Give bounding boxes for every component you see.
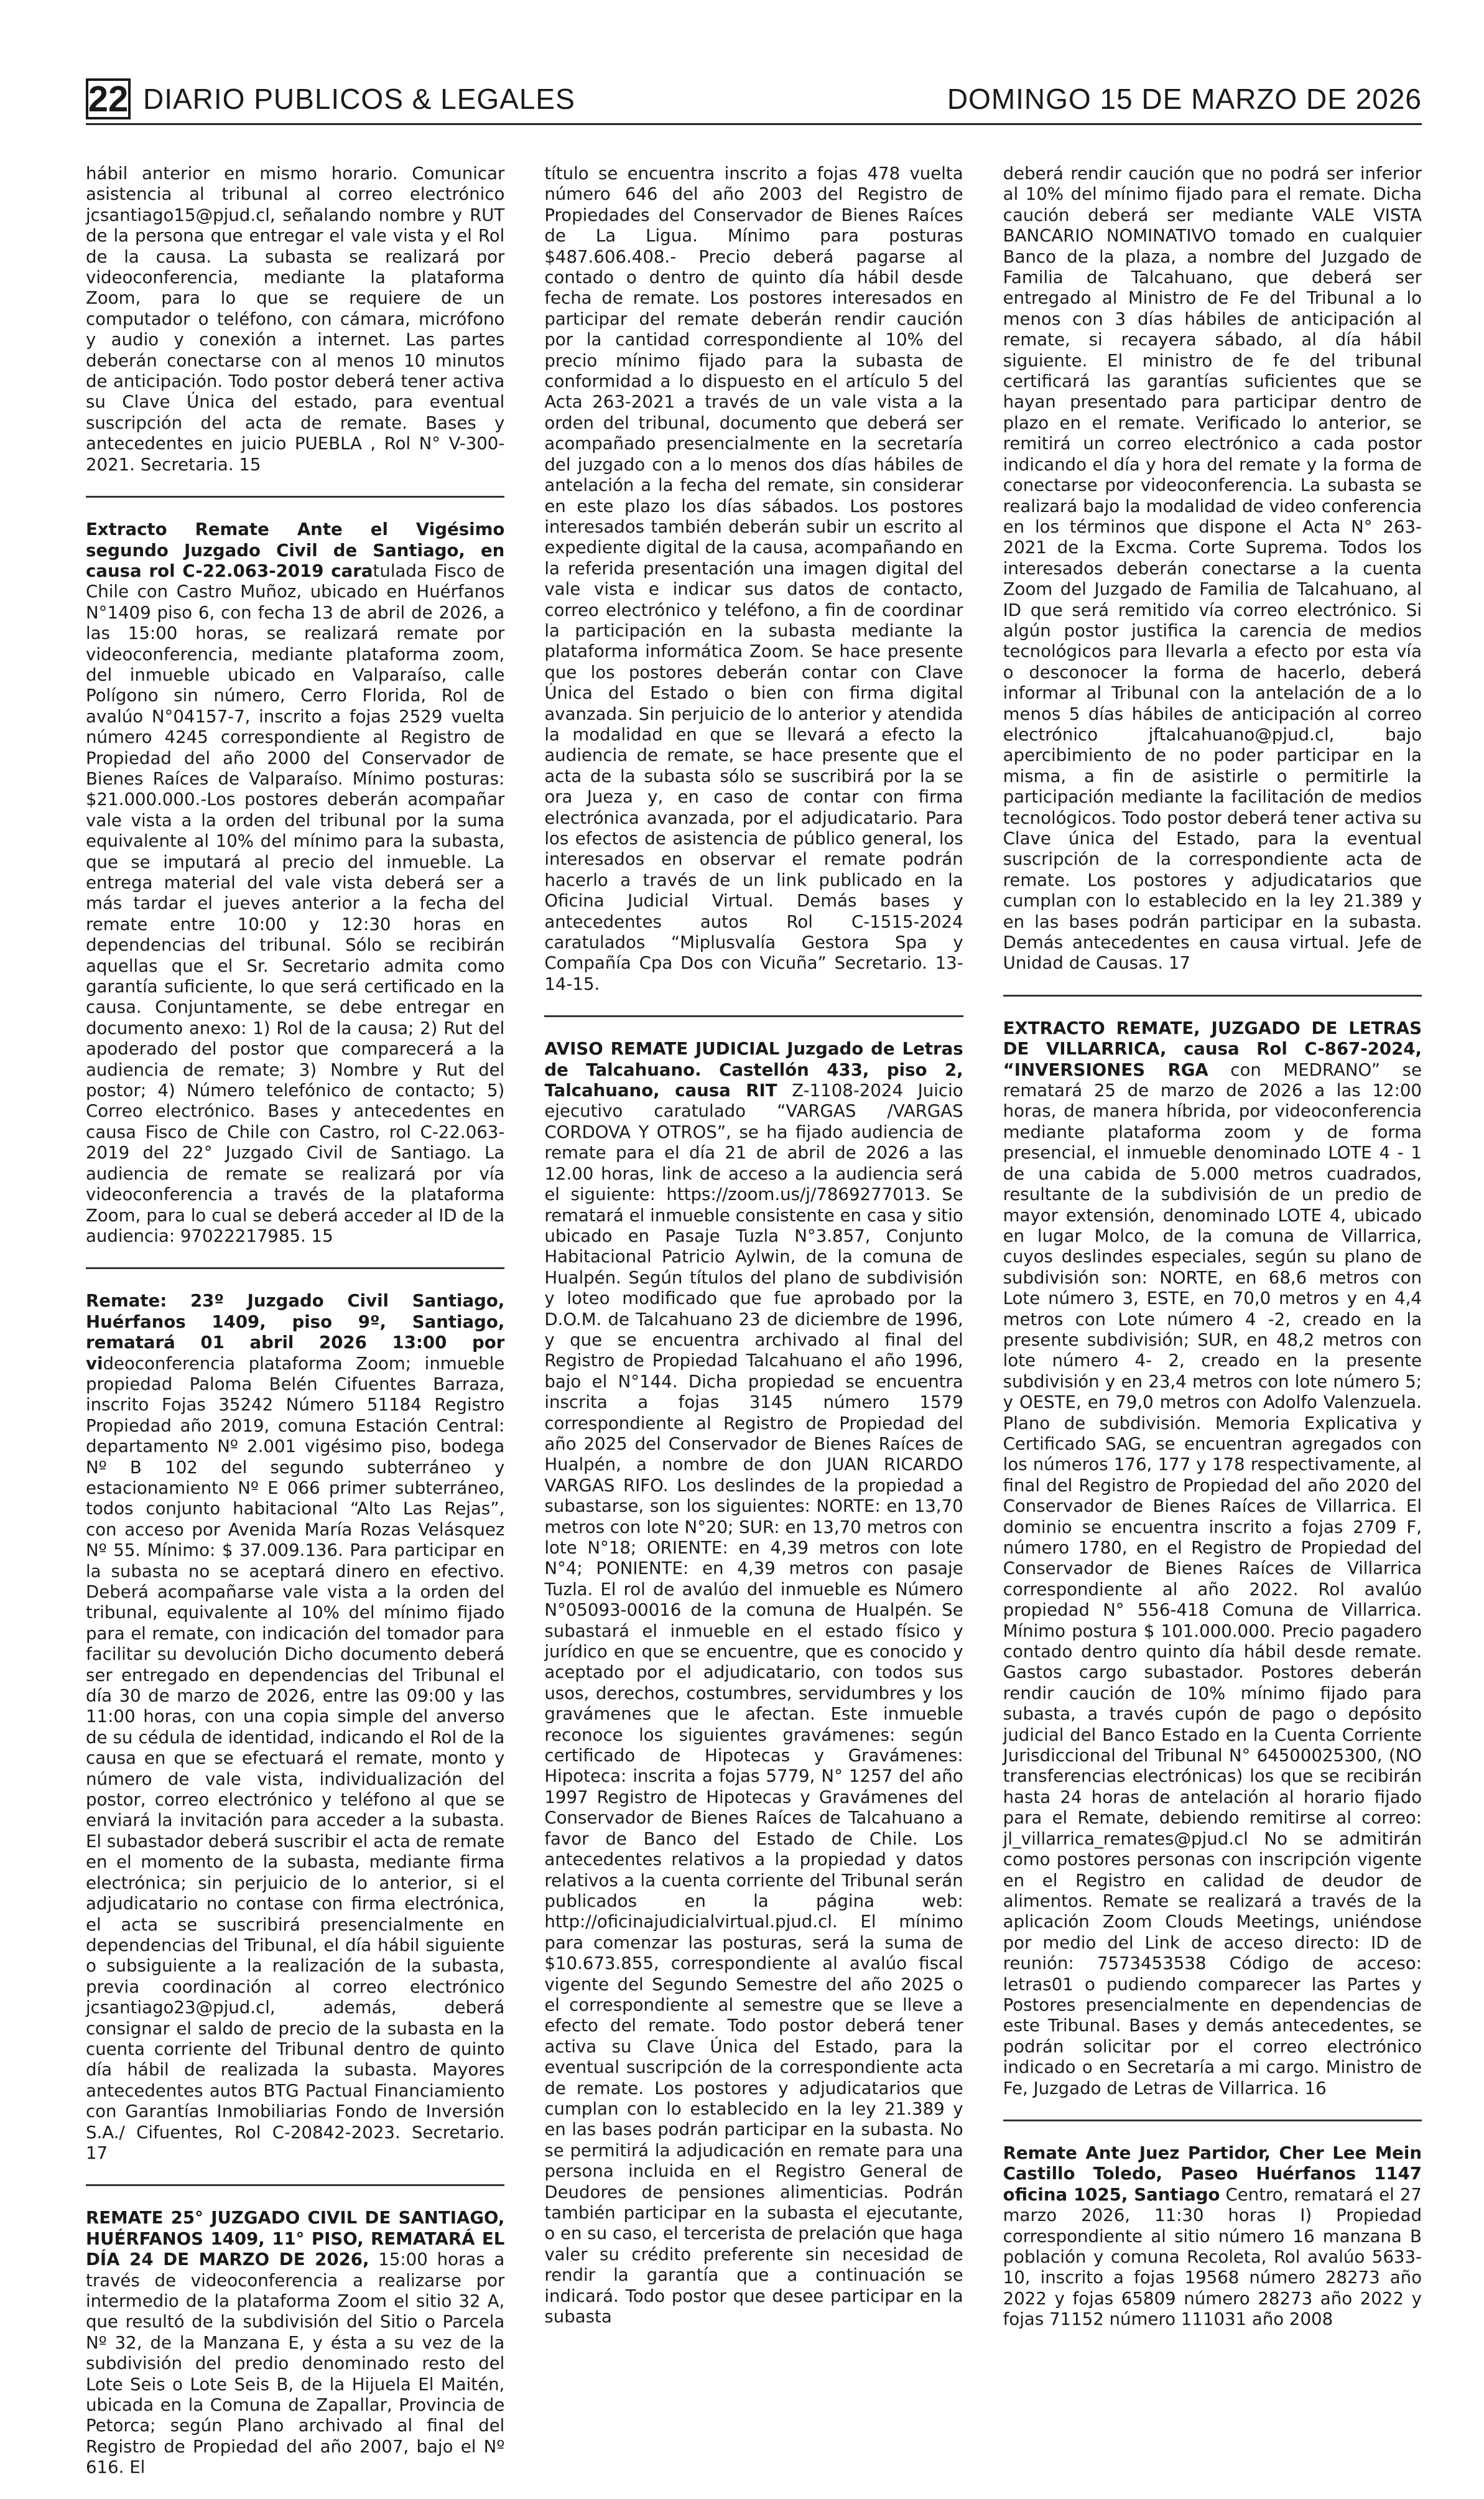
notice-heading: REMATE 25° JUZGADO CIVIL DE SANTIAGO, HUÉRFANOS 1409, 11° PISO, REMATARÁ EL DÍA 24 DE MARZO DE 2026, [86,2207,505,2270]
notice-body: deoconferencia plataforma Zoom; inmueble propiedad Paloma Belén Cifuentes Barraza, inscrito Fojas 35242 Número 51184 Registro Propiedad año 2019, comuna Estación Central: departamento Nº 2.001 vigésimo piso, bodega Nº B 102 del segundo subterráneo y estacionamiento Nº E 066 primer subterráneo, todos conjunto habitacional “Alto Las Rejas”, con acceso por Avenida María Rozas Velásquez Nº 55. Mínimo: $ 37.009.136. Para participar en la subasta no se aceptará dinero en efectivo. Deberá acompañarse vale vista a la orden del tribunal, equivalente al 10% del mínimo fijado para el remate, con indicación del tomador para facilitar su devolución Dicho documento deberá ser entregado en dependencias del Tribunal el día 30 de marzo de 2026, entre las 09:00 y las 11:00 horas, con una copia simple del anverso de su cédula de identidad, indicando el Rol de la causa en que se efectuará el remate, monto y número de vale vista, individualización del postor, correo electrónico y teléfono al que se enviará la invitación para acceder a la subasta. El subastador deberá suscribir el acta de remate en el momento de la subasta, mediante firma electrónica; sin perjuicio de lo anterior, si el adjudicatario no contase con firma electrónica, el acta se suscribirá presencialmente en dependencias del Tribunal, el día hábil siguiente o subsiguiente a la realización de la subasta, previa coordinación al correo electrónico jcsantiago23@pjud.cl, además, deberá consignar el saldo de precio de la subasta en la cuenta corriente del Tribunal dentro de quinto día hábil de realizada la subasta. Mayores antecedentes autos BTG Pactual Financiamiento con Garantías Inmobiliarias Fondo de Inversión S.A./ Cifuentes, Rol C-20842-2023. Secretario. 17 [86,1352,505,2163]
column-1 [86,163,505,2478]
notice-22-juzgado-civil [86,519,504,1269]
notice-25-juzgado-civil [86,2207,504,2498]
notice-body: Centro, rematará el 27 marzo 2026, 11:30 horas I) Propiedad correspondiente al sitio número 16 manzana B población y comuna Recoleta, Rol avalúo 5633-10, inscrito a fojas 19568 número 28273 año 2022 y fojas 65809 número 28273 año 2022 y fojas 71152 número 111031 año 2008 [1003,2184,1422,2330]
page-number: 22 [86,78,131,119]
notice-juez-partidor [1003,2143,1422,2351]
notice-body: deberá rendir caución que no podrá ser inferior al 10% del mínimo fijado para el remate. Dicha caución deberá ser mediante VALE VISTA BANCARIO NOMINATIVO tomado en cualquier Banco de la plaza, a nombre del Juzgado de Familia de Talcahuano, que deberá ser entregado al Ministro de Fe del Tribunal a lo menos con 3 días hábiles de anticipación al remate, si recayera sábado, al día hábil siguiente. El ministro de fe del tribunal certificará las garantías suficientes que se hayan presentado para participar dentro de plazo en el remate. Verificado lo anterior, se remitirá un correo electrónico a cada postor indicando el día y hora del remate y la forma de conectarse por videoconferencia. La subasta se realizará bajo la modalidad de video conferencia en los términos que dispone el Acta N° 263-2021 de la Excma. Corte Suprema. Todos los interesados deberán conectarse a la cuenta Zoom del Juzgado de Familia de Talcahuano, al ID que será remitido vía correo electrónico. Si algún postor justifica la carencia de medios tecnológicos para llevarla a efecto por esta vía o desconocer la forma de hacerlo, deberá informar al Tribunal con la antelación de a lo menos 5 días hábiles de anticipación al correo electrónico jftalcahuano@pjud.cl, bajo apercibimiento de no poder participar en la misma, a fin de asistirle o permitirle la participación mediante la facilitación de medios tecnológicos. Todo postor deberá tener activa su Clave única del Estado, para la eventual suscripción de la correspondiente acta de remate. Los postores y adjudicatarios que cumplan con lo establecido en la ley 21.389 y en las bases podrán participar en la subasta. Demás antecedentes en causa virtual. Jefe de Unidad de Causas. 17 [1003,163,1422,974]
notice-talcahuano-remate [544,1038,963,2348]
publication-date: DOMINGO 15 DE MARZO DE 2026 [947,83,1422,115]
notice-heading: Extracto Remate Ante el Vigésimo segundo Juzgado Civil de Santiago, en causa rol C-22.063-2019 cara [86,519,505,581]
notice-heading: Remate Ante Juez Partidor, Cher Lee Mein Castillo Toledo, Paseo Huérfanos 1147 oficina 1025, Santiago [1003,2142,1422,2205]
notice-columns [86,163,1422,2478]
masthead [86,73,1422,125]
notice-heading: Remate: 23º Juzgado Civil Santiago, Huérfanos 1409, piso 9º, Santiago, rematará 01 abril 2026 13:00 por vi [86,1290,505,1374]
notice-puebla-continued [86,163,504,498]
notice-23-juzgado-civil [86,1290,504,2186]
notice-heading: AVISO REMATE JUDICIAL Juzgado de Letras de Talcahuano. Castellón 433, piso 2, Talcahuano, causa RIT [544,1038,963,1101]
notice-body: tulada Fisco de Chile con Castro Muñoz, ubicado en Huérfanos N°1409 piso 6, con fecha 13 de abril de 2026, a las 15:00 horas, se realizará remate por videoconferencia, mediante plataforma zoom, del inmueble ubicado en Valparaíso, calle Polígono sin número, Cerro Florida, Rol de avalúo N°04157-7, inscrito a fojas 2529 vuelta número 4245 correspondiente al Registro de Propiedad del año 2000 del Conservador de Bienes Raíces de Valparaíso. Mínimo posturas: $21.000.000.-Los postores deberán acompañar vale vista a la orden del tribunal por la suma equivalente al 10% del mínimo para la subasta, que se imputará al precio del inmueble. La entrega material del vale vista deberá ser a más tardar el jueves anterior a la fecha del remate entre 10:00 y 12:30 horas en dependencias del tribunal. Sólo se recibirán aquellas que el Sr. Secretario admita como garantía suficiente, lo que será certificado en la causa. Conjuntamente, se debe entregar en documento anexo: 1) Rol de la causa; 2) Rut del apoderado del postor que comparecerá a la audiencia de remate; 3) Nombre y Rut del postor; 4) Número telefónico de contacto; 5) Correo electrónico. Bases y antecedentes en causa Fisco de Chile con Castro, rol C-22.063-2019 del 22° Juzgado Civil de Santiago. La audiencia de remate se realizará por vía videoconferencia a través de la plataforma Zoom, para lo cual se deberá acceder al ID de la audiencia: 97022217985. 15 [86,560,505,1246]
notice-heading: EXTRACTO REMATE, JUZGADO DE LETRAS DE VILLARRICA, causa Rol C-867-2024, “INVERSIONES RGA [1003,1017,1422,1080]
notice-body: hábil anterior en mismo horario. Comunicar asistencia al tribunal al correo electrónico jcsantiago15@pjud.cl, señalando nombre y RUT de la persona que entregar el vale vista y el Rol de la causa. La subasta se realizará por videoconferencia, mediante la plataforma Zoom, para lo que se requiere de un computador o teléfono, con cámara, micrófono y audio y conexión a internet. Las partes deberán conectarse con al menos 10 minutos de anticipación. Todo postor deberá tener activa su Clave Única del estado, para eventual suscripción del acta de remate. Bases y antecedentes en juicio PUEBLA , Rol N° V-300-2021. Secretaria. 15 [86,163,505,475]
notice-villarrica-remate [1003,1018,1422,2121]
notice-body: con MEDRANO” se rematará 25 de marzo de 2026 a las 12:00 horas, de manera híbrida, por videoconferencia mediante plataforma zoom y de forma presencial, el inmueble denominado LOTE 4 - 1 de una cabida de 5.000 metros cuadrados, resultante de la subdivisión de un predio de mayor extensión, denominado LOTE 4, ubicado en lugar Molco, de la comuna de Villarrica, cuyos deslindes especiales, según su plano de subdivisión son: NORTE, en 68,6 metros con Lote número 3, ESTE, en 70,0 metros y en 4,4 metros con Lote número 4 -2, creado en la presente subdivisión; SUR, en 48,2 metros con lote número 4- 2, creado en la presente subdivisión y en 23,4 metros con lote número 5; y OESTE, en 79,0 metros con Adolfo Valenzuela. Plano de subdivisión. Memoria Explicativa y Certificado SAG, se encuentran agregados con los números 176, 177 y 178 respectivamente, al final del Registro de Propiedad del año 2020 del Conservador de Bienes Raíces de Villarrica. El dominio se encuentra inscrito a fojas 2709 F, número 1780, en el Registro de Propiedad del Conservador de Bienes Raíces de Villarrica correspondiente al año 2022. Rol avalúo propiedad N° 556-418 Comuna de Villarrica. Mínimo postura $ 101.000.000. Precio pagadero contado dentro quinto día hábil desde remate. Gastos cargo subastador. Postores deberán rendir caución de 10% mínimo fijado para subasta, a través cupón de pago o depósito judicial del Banco Estado en la Cuenta Corriente Jurisdiccional del Tribunal N° 64500025300, (NO transferencias electrónicas) los que se recibirán hasta 24 horas de antelación al horario fijado para el Remate, debiendo remitirse al correo: jl_villarrica_remates@pjud.cl No se admitirán como postores personas con inscripción vigente en el Registro en calidad de deudor de alimentos. Remate se realizará a través de la aplicación Zoom Clouds Meetings, uniéndose por medio del Link de acceso directo: ID de reunión: 7573453538 Código de acceso: letras01 o pudiendo comparecer las Partes y Postores presencialmente en dependencias de este Tribunal. Bases y demás antecedentes, se podrán solicitar por el correo electrónico indicado o en Secretaría a mi cargo. Ministro de Fe, Juzgado de Letras de Villarrica. 16 [1003,1059,1422,2098]
notice-talcahuano-continued [1003,163,1422,997]
notice-body: 15:00 horas a través de videoconferencia a realizarse por intermedio de la plataforma Zoom el sitio 32 A, que resultó de la subdivisión del Sitio o Parcela Nº 32, de la Manzana E, y ésta a su vez de la subdivisión del predio denominado resto del Lote Seis o Lote Seis B, de la Hijuela El Maitén, ubicada en la Comuna de Zapallar, Provincia de Petorca; según Plano archivado al final del Registro de Propiedad del año 2007, bajo el Nº 616. El [86,2249,505,2478]
notice-la-ligua-continued [544,163,963,1017]
notice-body: Z-1108-2024 Juicio ejecutivo caratulado “VARGAS /VARGAS CORDOVA Y OTROS”, se ha fijado audiencia de remate para el día 21 de abril de 2026 a las 12.00 horas, link de acceso a la audiencia será el siguiente: https://zoom.us/j/7869277013. Se rematará el inmueble consistente en casa y sitio ubicado en Pasaje Tuzla N°3.857, Conjunto Habitacional Patricio Aylwin, de la comuna de Hualpén. Según títulos del plano de subdivisión y loteo modificado que fue aprobado por la D.O.M. de Talcahuano 23 de diciembre de 1996, y que se encuentra archivado al final del Registro de Propiedad Talcahuano el año 1996, bajo el N°144. Dicha propiedad se encuentra inscrita a fojas 3145 número 1579 correspondiente al Registro de Propiedad del año 2025 del Conservador de Bienes Raíces de Hualpén, a nombre de don JUAN RICARDO VARGAS RIFO. Los deslindes de la propiedad a subastarse, son los siguientes: NORTE: en 13,70 metros con lote N°20; SUR: en 13,70 metros con lote N°18; ORIENTE: en 4,39 metros con lote N°4; PONIENTE: en 4,39 metros con pasaje Tuzla. El rol de avalúo del inmueble es Número N°05093-00016 de la comuna de Hualpén. Se subastará el inmueble en el estado físico y jurídico en que se encuentre, que es conocido y aceptado por el adjudicatario, con todos sus usos, derechos, costumbres, servidumbres y los gravámenes que le afectan. Este inmueble reconoce los siguientes gravámenes: según certificado de Hipotecas y Gravámenes: Hipoteca: inscrita a fojas 5779, N° 1257 del año 1997 Registro de Hipotecas y Gravámenes del Conservador de Bienes Raíces de Talcahuano a favor de Banco del Estado de Chile. Los antecedentes relativos a la propiedad y datos relativos a la cuenta corriente del Tribunal serán publicados en la página web: http://oficinajudicialvirtual.pjud.cl. El mínimo para comenzar las posturas, será la suma de $10.673.855, correspondiente al avalúo fiscal vigente del Segundo Semestre del año 2025 o el correspondiente al semestre que se lleve a efecto del remate. Todo postor deberá tener activa su Clave Única del Estado, para la eventual suscripción de la correspondiente acta de remate. Los postores y adjudicatarios que cumplan con lo establecido en la ley 21.389 y en las bases podrán participar en la subasta. No se permitirá la adjudicación en remate para una persona incluida en el Registro General de Deudores de pensiones alimenticias. Podrán también participar en la subasta el ejecutante, o en su caso, el tercerista de prelación que haga valer su crédito preferente sin necesidad de rendir la garantía que a continuación se indicará. Todo postor que desee participar en la subasta [544,1080,963,2327]
publication-title: DIARIO PUBLICOS & LEGALES [143,83,575,115]
column-2 [544,163,963,2327]
column-3 [1003,163,1422,2330]
notice-body: título se encuentra inscrito a fojas 478 vuelta número 646 del año 2003 del Registro de Propiedades del Conservador de Bienes Raíces de La Ligua. Mínimo para posturas $487.606.408.- Precio deberá pagarse al contado o dentro de quinto día hábil desde fecha de remate. Los postores interesados en participar del remate deberán rendir caución por la cantidad correspondiente al 10% del precio mínimo fijado para la subasta de conformidad a lo dispuesto en el artículo 5 del Acta 263-2021 a través de un vale vista a la orden del tribunal, documento que deberá ser acompañado presencialmente en la secretaría del juzgado con a lo menos dos días hábiles de antelación a la fecha del remate, sin considerar en este plazo los días sábados. Los postores interesados también deberán subir un escrito al expediente digital de la causa, acompañando en la referida presentación una imagen digital del vale vista e indicar sus datos de contacto, correo electrónico y teléfono, a fin de coordinar la participación en la subasta mediante la plataforma informática Zoom. Se hace presente que los postores deberán contar con Clave Única del Estado o bien con firma digital avanzada. Sin perjuicio de lo anterior y atendida la modalidad en que se llevará a efecto la audiencia de remate, se hace presente que el acta de la subasta sólo se suscribirá por la se ora Jueza y, en caso de contar con firma electrónica avanzada, por el adjudicatario. Para los efectos de asistencia de público general, los interesados en observar el remate podrán hacerlo a través de un link publicado en la Oficina Judicial Virtual. Demás bases y antecedentes autos Rol C-1515-2024 caratulados “Miplusvalía Gestora Spa y Compañía Cpa Dos con Vicuña” Secretario. 13-14-15. [544,163,963,994]
